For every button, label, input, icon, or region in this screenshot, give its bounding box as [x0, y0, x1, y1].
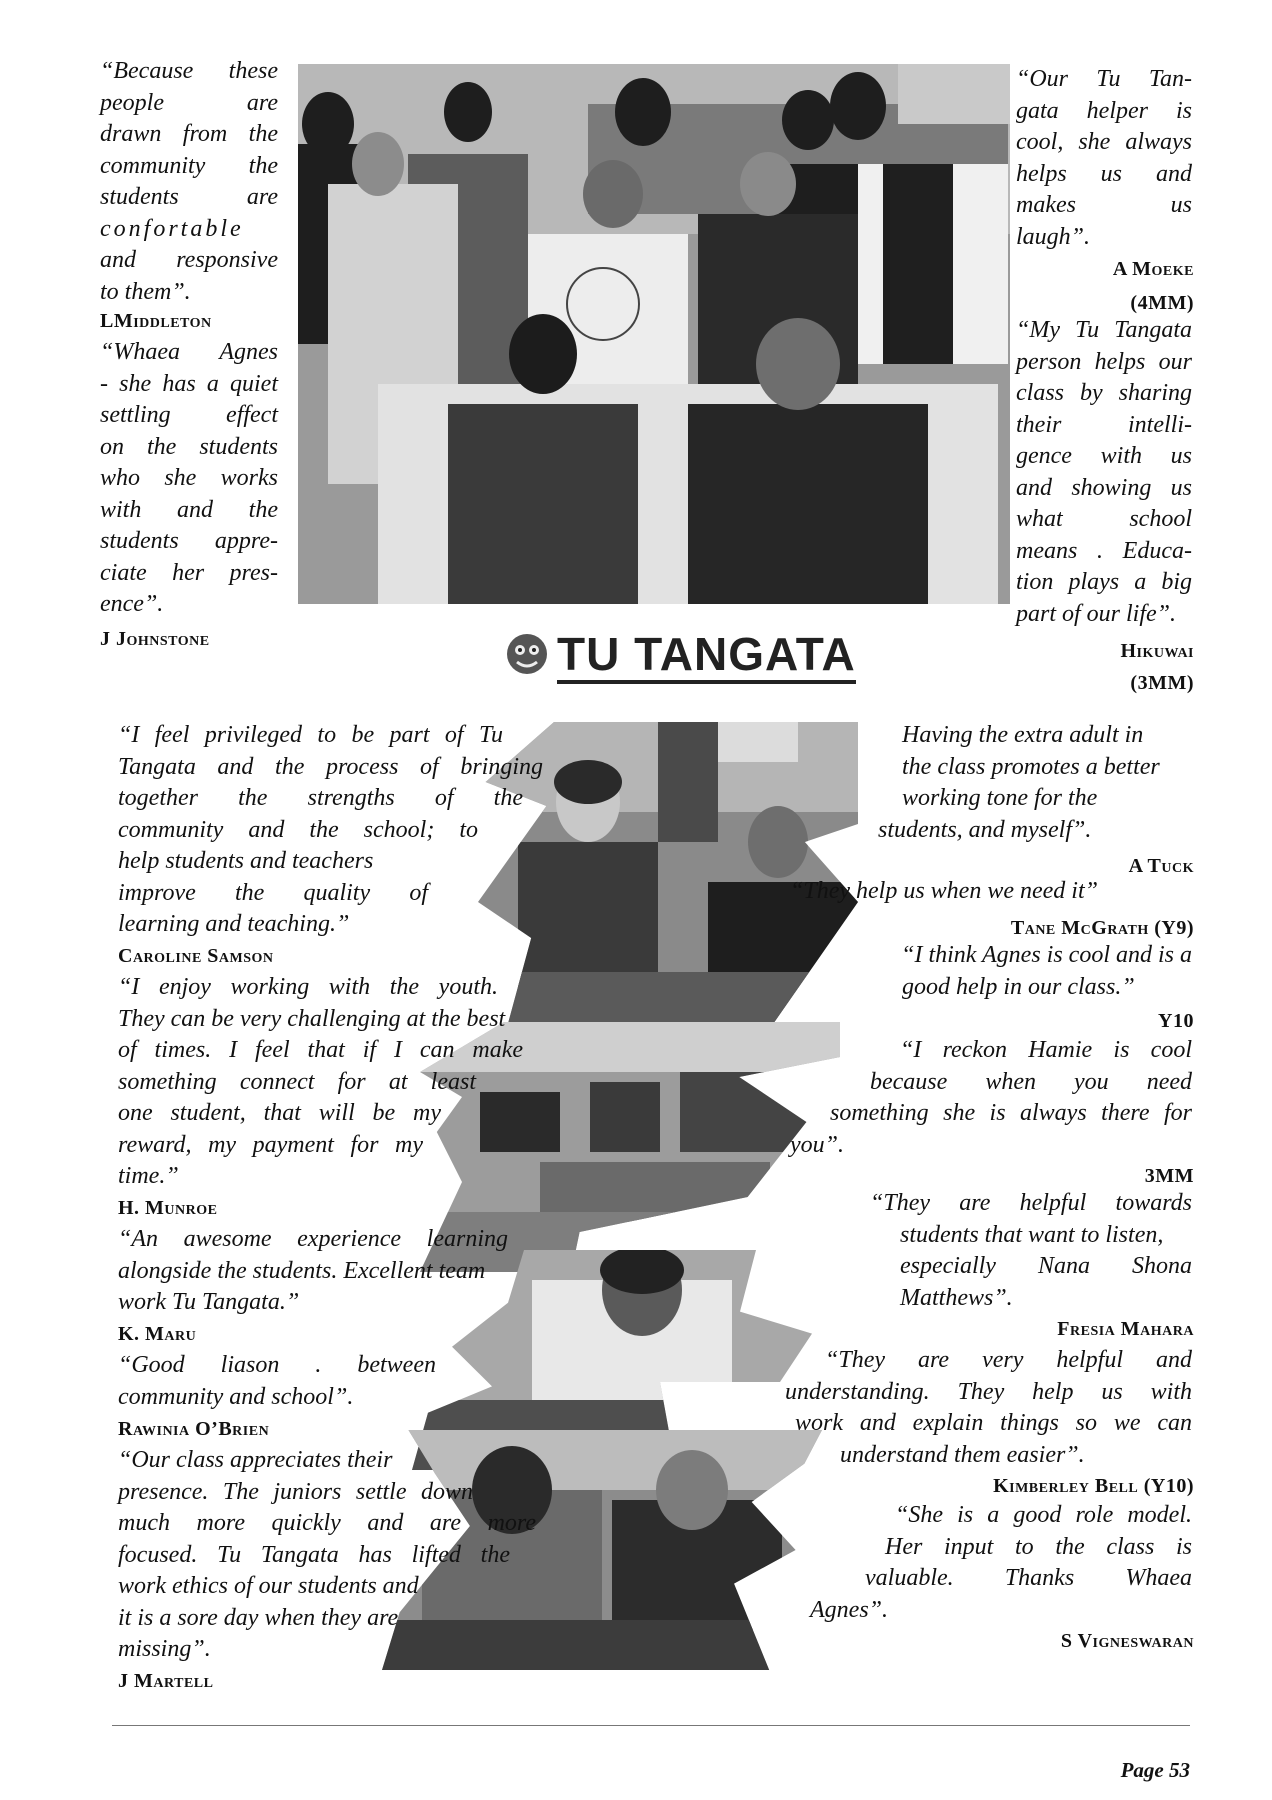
attribution-moeke: A Moeke — [1112, 258, 1194, 280]
attribution-y10: Y10 — [1158, 1010, 1194, 1032]
quote-munroe: “I enjoy working with the youth. They can be very challenging at the best of times. I feel that if I can make something connect for at least one student, that will be my reward, my payment for my time.” — [118, 974, 523, 1189]
attribution-martell: J Martell — [118, 1670, 214, 1692]
attribution-tuck: A Tuck — [1128, 855, 1194, 877]
quote-middleton: “Because these people are drawn from the community the students are confortable and responsive to them”. — [100, 58, 278, 305]
quote-hikuwai: “My Tu Tangata person helps our class by sharing their intelli- gence with us and showing us what school means . Educa- tion plays a big part of our life”. — [1016, 317, 1192, 627]
attribution-mahara: Fresia Mahara — [1057, 1318, 1194, 1340]
section-title — [505, 628, 856, 684]
quote-maru: “An awesome experience learning alongside the students. Excellent team work Tu Tangata.” — [118, 1226, 508, 1315]
quote-martell: “Our class appreciates their presence. The juniors settle down much more quickly and are more focused. Tu Tangata has lifted the work ethics of our students and it is a sore day when they are missing”. — [118, 1447, 536, 1662]
page-title: TU TANGATA — [557, 628, 856, 684]
attribution-hikuwai-class: (3MM) — [1130, 672, 1194, 694]
attribution-3mm: 3MM — [1144, 1165, 1194, 1187]
quote-moeke: “Our Tu Tan- gata helper is cool, she always helps us and makes us laugh”. — [1016, 66, 1192, 250]
attribution-mcgrath: Tane McGrath (Y9) — [1010, 917, 1194, 939]
attribution-obrien: Rawinia O’Brien — [118, 1418, 270, 1440]
attribution-vigneswaran: S Vigneswaran — [1060, 1630, 1194, 1652]
attribution-middleton: LMiddleton — [100, 310, 212, 332]
attribution-bell: Kimberley Bell (Y10) — [993, 1475, 1194, 1497]
quote-mcgrath: “They help us when we need it” — [790, 878, 1098, 904]
quote-mahara: “They are helpful towards students that want to listen, especially Nana Shona Matthews”. — [870, 1190, 1192, 1311]
attribution-maru: K. Maru — [118, 1323, 197, 1345]
page-number: Page 53 — [1120, 1758, 1190, 1782]
quote-3mm-hamie: “I reckon Hamie is cool because when you need something she is always there for you”. — [790, 1037, 1192, 1158]
quote-johnstone: “Whaea Agnes - she has a quiet settling effect on the students who she works with and the students appre- ciate her pres- ence”. — [100, 339, 278, 617]
quote-tuck: Having the extra adult in the class promotes a better working tone for the students, and myself”. — [878, 722, 1160, 843]
attribution-johnstone: J Johnstone — [100, 628, 210, 650]
tiki-logo-icon — [505, 632, 549, 681]
group-photo — [298, 64, 1010, 604]
attribution-samson: Caroline Samson — [118, 945, 274, 967]
quote-y10-agnes: “I think Agnes is cool and is a good help in our class.” — [901, 942, 1192, 1000]
quote-samson: “I feel privileged to be part of Tu Tangata and the process of bringing together the strengths of the community and the school; to help students and teachers improve the quality of learning and teaching.” — [118, 722, 543, 937]
footer-rule — [112, 1725, 1190, 1726]
attribution-hikuwai: Hikuwai — [1120, 640, 1194, 662]
attribution-munroe: H. Munroe — [118, 1197, 218, 1219]
quote-vigneswaran: “She is a good role model. Her input to the class is valuable. Thanks Whaea Agnes”. — [810, 1502, 1192, 1623]
quote-bell: “They are very helpful and understanding. They help us with work and explain things so we can understand them easier”. — [785, 1347, 1192, 1468]
attribution-moeke-class: (4MM) — [1130, 292, 1194, 314]
quote-obrien: “Good liason . between community and school”. — [118, 1352, 436, 1410]
